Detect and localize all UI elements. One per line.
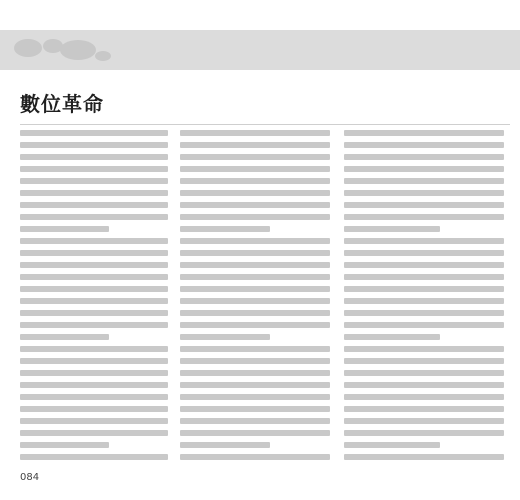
text-line (180, 142, 330, 148)
text-line (180, 238, 330, 244)
text-line (20, 250, 168, 256)
text-line (344, 250, 504, 256)
text-line (344, 346, 504, 352)
text-line (20, 454, 168, 460)
page-title: 數位革命 (20, 92, 104, 116)
text-line (20, 406, 168, 412)
text-line (20, 322, 168, 328)
text-line (344, 334, 440, 340)
text-column-3 (344, 130, 504, 480)
text-line (344, 382, 504, 388)
text-line (180, 394, 330, 400)
text-line (344, 322, 504, 328)
text-line (344, 406, 504, 412)
text-line (344, 202, 504, 208)
text-line (180, 274, 330, 280)
text-line (20, 358, 168, 364)
text-line (344, 226, 440, 232)
text-line (344, 358, 504, 364)
text-line (344, 286, 504, 292)
text-line (180, 418, 330, 424)
text-line (180, 262, 330, 268)
text-line (180, 250, 330, 256)
text-line (20, 178, 168, 184)
text-line (20, 442, 109, 448)
text-line (20, 142, 168, 148)
text-line (344, 370, 504, 376)
text-line (344, 166, 504, 172)
text-line (344, 454, 504, 460)
text-line (180, 130, 330, 136)
text-line (344, 430, 504, 436)
text-line (20, 238, 168, 244)
text-line (20, 154, 168, 160)
text-line (344, 178, 504, 184)
text-line (180, 202, 330, 208)
text-column-1 (20, 130, 168, 480)
text-line (180, 214, 330, 220)
text-line (180, 430, 330, 436)
page-number: 084 (20, 472, 40, 483)
text-line (180, 370, 330, 376)
world-map-decoration (8, 32, 118, 68)
text-line (20, 334, 109, 340)
text-line (20, 262, 168, 268)
text-line (20, 202, 168, 208)
text-line (20, 274, 168, 280)
text-line (20, 190, 168, 196)
text-line (180, 166, 330, 172)
text-line (180, 442, 270, 448)
text-line (344, 262, 504, 268)
text-line (20, 430, 168, 436)
text-line (180, 346, 330, 352)
text-line (344, 190, 504, 196)
text-line (180, 454, 330, 460)
text-line (20, 370, 168, 376)
text-line (20, 382, 168, 388)
text-line (180, 298, 330, 304)
text-line (20, 394, 168, 400)
title-rule (20, 124, 510, 125)
text-line (180, 310, 330, 316)
text-line (180, 382, 330, 388)
text-line (344, 238, 504, 244)
text-line (180, 226, 270, 232)
text-line (20, 298, 168, 304)
text-line (344, 274, 504, 280)
header-band (0, 30, 520, 70)
text-line (20, 418, 168, 424)
text-line (344, 298, 504, 304)
text-line (180, 334, 270, 340)
text-line (20, 286, 168, 292)
text-line (344, 130, 504, 136)
text-line (180, 154, 330, 160)
text-line (344, 394, 504, 400)
text-column-2 (180, 130, 330, 480)
text-line (20, 130, 168, 136)
text-line (180, 358, 330, 364)
text-line (20, 226, 109, 232)
text-line (344, 142, 504, 148)
text-line (344, 442, 440, 448)
text-line (180, 322, 330, 328)
text-line (180, 178, 330, 184)
text-line (344, 418, 504, 424)
text-line (20, 166, 168, 172)
text-line (180, 286, 330, 292)
text-line (20, 214, 168, 220)
text-line (344, 310, 504, 316)
text-line (20, 346, 168, 352)
text-line (344, 214, 504, 220)
text-line (20, 310, 168, 316)
text-line (180, 406, 330, 412)
text-line (344, 154, 504, 160)
text-line (180, 190, 330, 196)
